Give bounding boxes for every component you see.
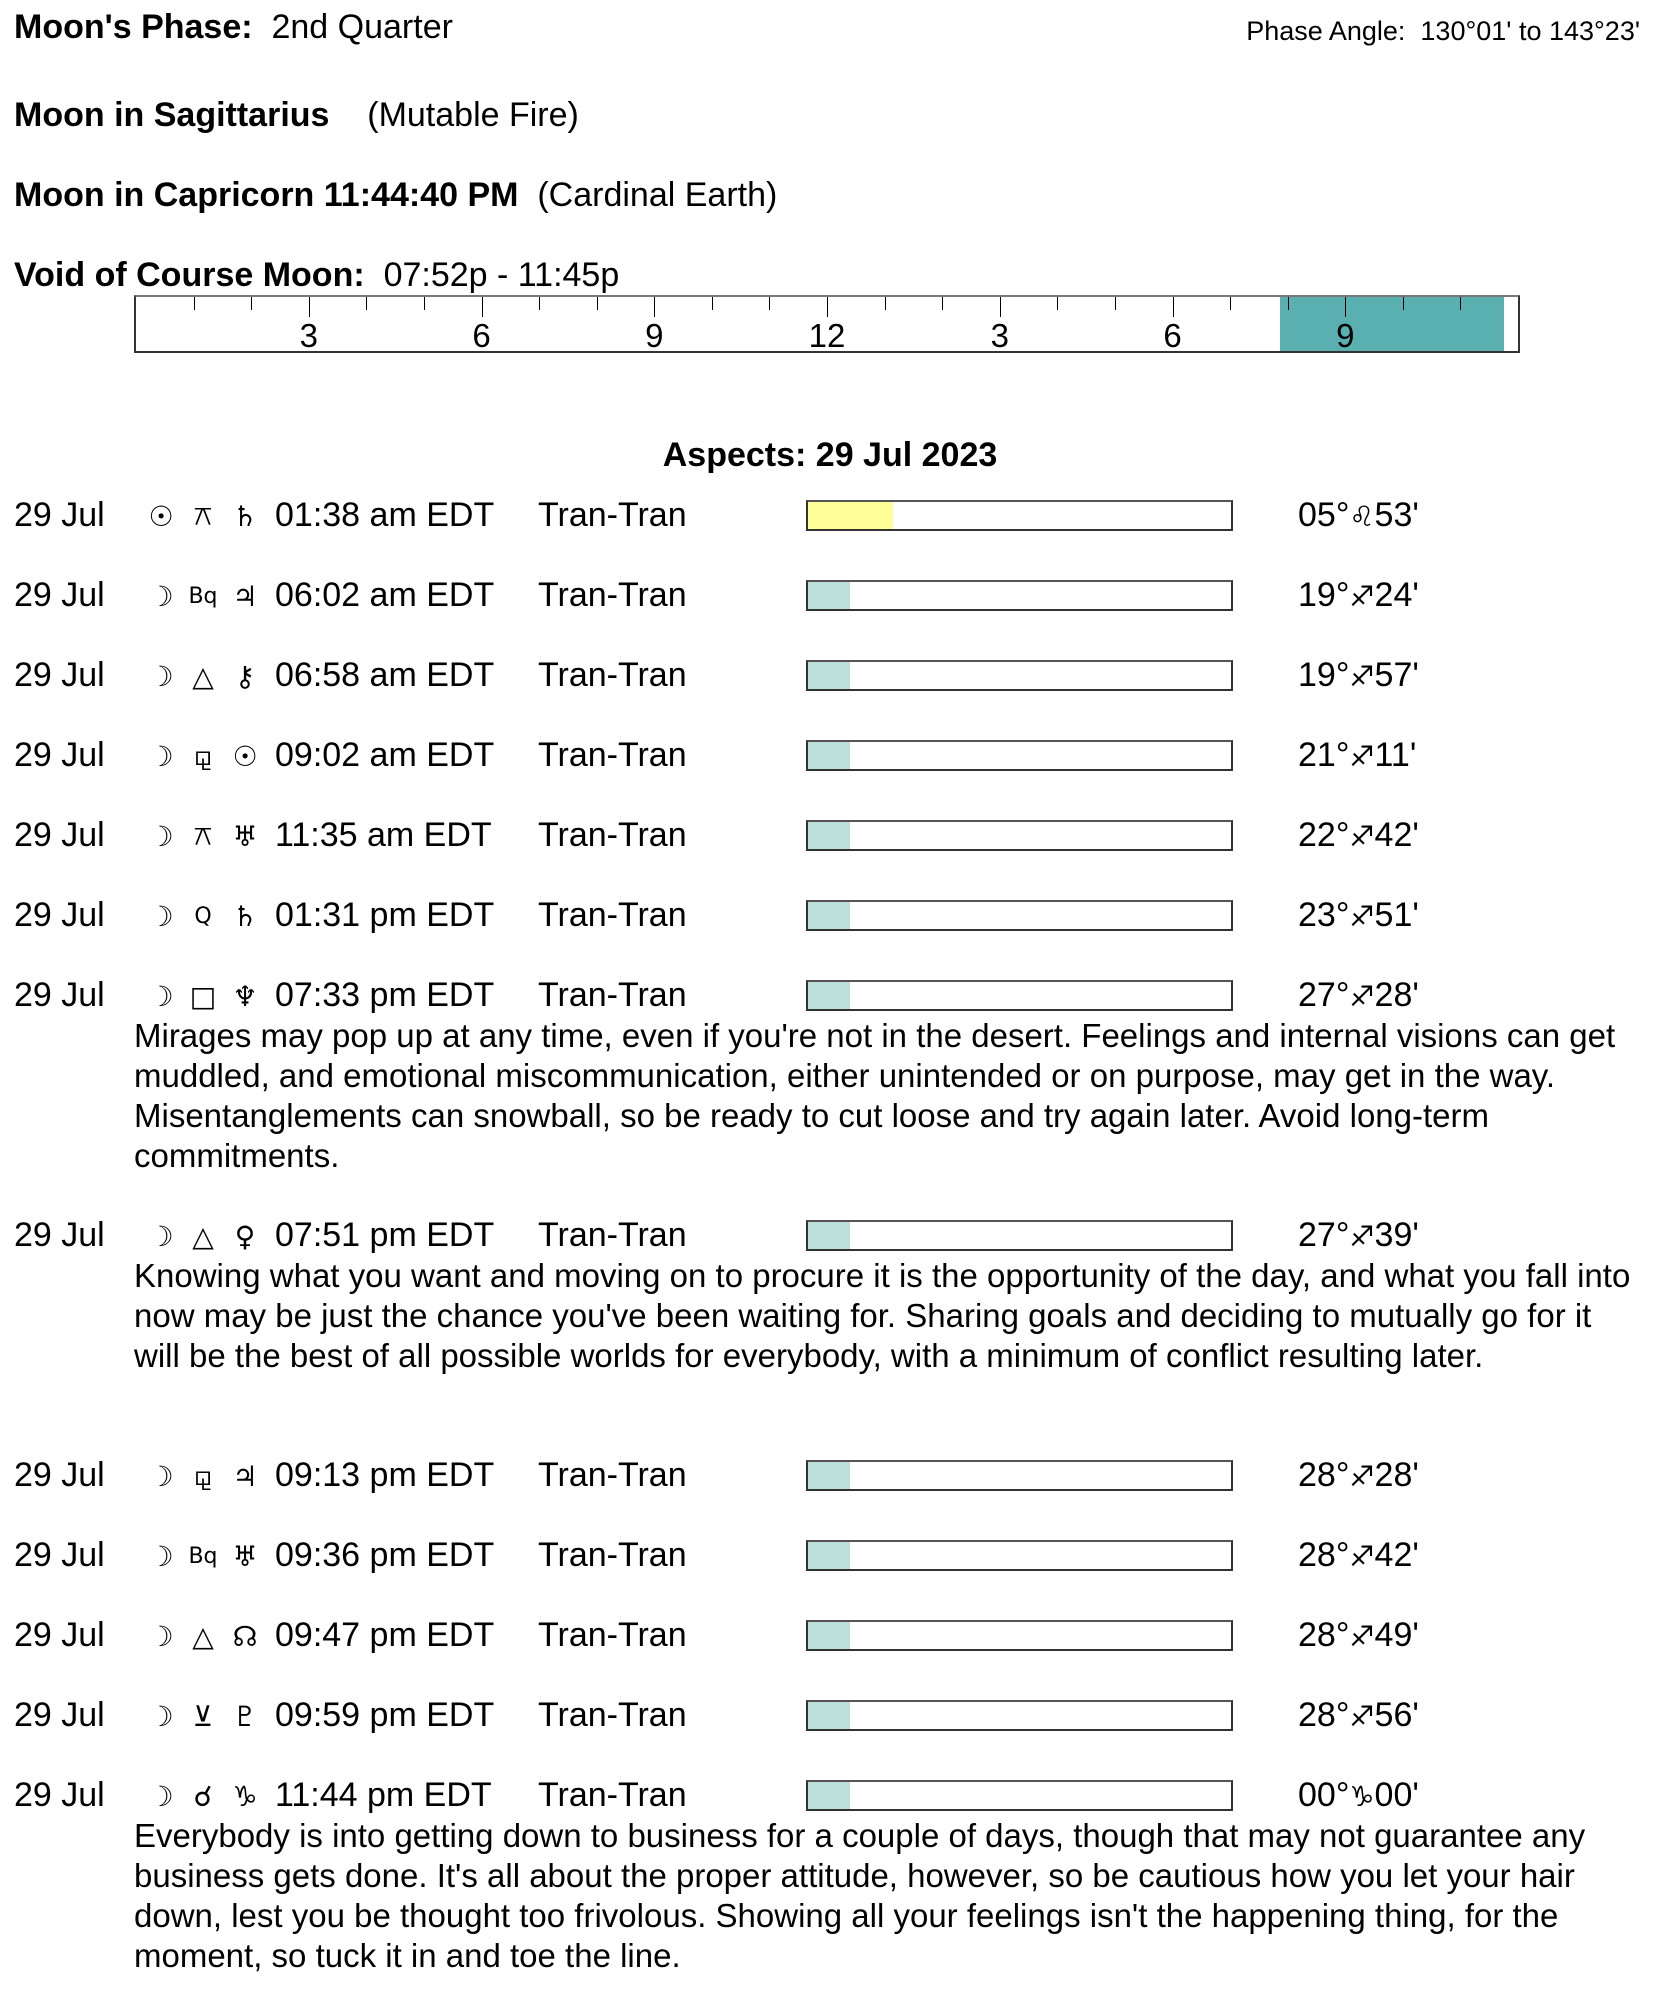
aspect-position xyxy=(1298,576,1419,615)
aspect-strength-fill xyxy=(808,502,893,529)
timeline-hour-label: 9 xyxy=(645,317,664,354)
sesquiquadrate-icon: ⚼ xyxy=(193,739,213,772)
aspect-strength-bar xyxy=(806,1540,1233,1571)
aspect-strength-bar xyxy=(806,740,1233,771)
phase-angle-value: 130°01' to 143°23' xyxy=(1420,16,1640,46)
aspect-date: 29 Jul xyxy=(14,656,105,694)
aspect-time: 09:13 pm EDT xyxy=(275,1456,495,1494)
aspect-type: Tran-Tran xyxy=(538,976,687,1014)
aspect-date: 29 Jul xyxy=(14,1696,105,1734)
aspect-row xyxy=(0,1616,1660,1656)
position-minutes: 00' xyxy=(1374,1776,1419,1814)
position-degrees: 19° xyxy=(1298,656,1350,694)
aspect-row xyxy=(0,896,1660,936)
timeline-tick xyxy=(1403,297,1404,310)
timeline-tick xyxy=(712,297,713,310)
moon-ingress-line xyxy=(14,176,777,215)
position-minutes: 11' xyxy=(1374,736,1417,774)
aspect-position xyxy=(1298,1216,1419,1255)
aspect-strength-fill xyxy=(808,742,850,769)
position-minutes: 56' xyxy=(1374,1696,1419,1734)
void-timeline xyxy=(134,295,1520,353)
aspect-strength-bar xyxy=(806,900,1233,931)
aspect-time: 06:58 am EDT xyxy=(275,656,495,694)
aspect-type: Tran-Tran xyxy=(538,1536,687,1574)
sagittarius-icon: ♐ xyxy=(1349,1460,1375,1493)
timeline-tick xyxy=(1460,297,1461,310)
aspect-type: Tran-Tran xyxy=(538,816,687,854)
aspect-date: 29 Jul xyxy=(14,976,105,1014)
aspect-strength-bar xyxy=(806,1620,1233,1651)
aspect-row xyxy=(0,1456,1660,1496)
aspect-row xyxy=(0,736,1660,776)
aspect-strength-fill xyxy=(808,662,850,689)
aspect-strength-fill xyxy=(808,1782,850,1809)
quincunx-icon: ⚻ xyxy=(193,819,213,852)
aspect-position xyxy=(1298,656,1419,695)
sagittarius-icon: ♐ xyxy=(1349,1620,1375,1653)
aspect-row xyxy=(0,1776,1660,1816)
moon-icon: ☽ xyxy=(148,1779,174,1813)
aspect-strength-bar xyxy=(806,1780,1233,1811)
aspect-glyphs xyxy=(143,1776,271,1816)
aspect-date: 29 Jul xyxy=(14,1616,105,1654)
aspect-glyphs xyxy=(143,1696,271,1736)
moon-phase-value: 2nd Quarter xyxy=(271,8,453,46)
sagittarius-icon: ♐ xyxy=(1349,820,1375,853)
aspect-type: Tran-Tran xyxy=(538,576,687,614)
sun-icon: ☉ xyxy=(232,739,258,773)
aspect-time: 11:44 pm EDT xyxy=(275,1776,492,1814)
trine-icon: △ xyxy=(192,659,214,693)
void-value: 07:52p - 11:45p xyxy=(383,256,620,294)
aspect-row xyxy=(0,1536,1660,1576)
moon-icon: ☽ xyxy=(148,659,174,693)
aspect-date: 29 Jul xyxy=(14,816,105,854)
timeline-tick xyxy=(482,297,483,317)
position-degrees: 27° xyxy=(1298,976,1350,1014)
aspect-date: 29 Jul xyxy=(14,736,105,774)
moon-icon: ☽ xyxy=(148,1219,174,1253)
position-degrees: 22° xyxy=(1298,816,1350,854)
moon-sign-line xyxy=(14,96,579,135)
aspect-time: 01:38 am EDT xyxy=(275,496,495,534)
aspect-type: Tran-Tran xyxy=(538,1616,687,1654)
position-minutes: 42' xyxy=(1374,816,1419,854)
aspect-time: 07:33 pm EDT xyxy=(275,976,495,1014)
aspect-glyphs xyxy=(143,576,271,616)
aspect-row xyxy=(0,496,1660,536)
position-minutes: 28' xyxy=(1374,1456,1419,1494)
aspect-date: 29 Jul xyxy=(14,1216,105,1254)
aspect-glyphs xyxy=(143,976,271,1016)
aspect-type: Tran-Tran xyxy=(538,896,687,934)
position-degrees: 28° xyxy=(1298,1696,1350,1734)
aspect-type: Tran-Tran xyxy=(538,1776,687,1814)
position-degrees: 00° xyxy=(1298,1776,1350,1814)
conjunction-icon: ☌ xyxy=(193,1779,213,1813)
position-minutes: 42' xyxy=(1374,1536,1419,1574)
timeline-tick xyxy=(769,297,770,310)
aspect-type: Tran-Tran xyxy=(538,656,687,694)
north-node-icon: ☊ xyxy=(232,1619,258,1653)
aspect-position xyxy=(1298,736,1416,775)
moon-icon: ☽ xyxy=(148,1619,174,1653)
aspect-position xyxy=(1298,816,1419,855)
aspect-strength-fill xyxy=(808,902,850,929)
phase-angle xyxy=(1246,16,1640,47)
aspect-position xyxy=(1298,1776,1419,1815)
timeline-tick xyxy=(1230,297,1231,310)
aspect-strength-bar xyxy=(806,1460,1233,1491)
timeline-tick xyxy=(942,297,943,310)
aspect-date: 29 Jul xyxy=(14,1536,105,1574)
moon-sign-label: Moon in Sagittarius xyxy=(14,96,330,134)
aspect-glyphs xyxy=(143,1536,271,1576)
timeline-tick xyxy=(309,297,310,317)
aspect-time: 09:02 am EDT xyxy=(275,736,495,774)
position-degrees: 28° xyxy=(1298,1456,1350,1494)
aspect-time: 11:35 am EDT xyxy=(275,816,492,854)
aspect-position xyxy=(1298,496,1419,535)
aspect-type: Tran-Tran xyxy=(538,1696,687,1734)
quintile-icon: Q xyxy=(194,903,212,929)
uranus-icon: ♅ xyxy=(232,819,258,853)
sun-icon: ☉ xyxy=(148,499,174,533)
moon-icon: ☽ xyxy=(148,739,174,773)
aspects-title: Aspects: 29 Jul 2023 xyxy=(662,436,998,474)
chiron-icon: ⚷ xyxy=(234,659,256,693)
aspect-glyphs xyxy=(143,896,271,936)
aspect-row xyxy=(0,576,1660,616)
timeline-tick xyxy=(654,297,655,317)
aspect-time: 09:36 pm EDT xyxy=(275,1536,495,1574)
timeline-tick xyxy=(424,297,425,310)
aspect-strength-fill xyxy=(808,822,850,849)
sagittarius-icon: ♐ xyxy=(1349,1540,1375,1573)
timeline-tick xyxy=(251,297,252,310)
timeline-tick xyxy=(194,297,195,310)
aspect-strength-fill xyxy=(808,1462,850,1489)
timeline-hour-label: 12 xyxy=(808,317,846,354)
aspect-row xyxy=(0,1696,1660,1736)
timeline-hour-label: 3 xyxy=(990,317,1009,354)
timeline-tick xyxy=(1345,297,1346,317)
aspect-type: Tran-Tran xyxy=(538,496,687,534)
position-degrees: 21° xyxy=(1298,736,1350,774)
aspect-type: Tran-Tran xyxy=(538,1216,687,1254)
jupiter-icon: ♃ xyxy=(232,1459,258,1493)
trine-icon: △ xyxy=(192,1219,214,1253)
biquintile-icon: Bq xyxy=(188,1543,218,1569)
moon-ingress-label: Moon in Capricorn 11:44:40 PM xyxy=(14,176,519,214)
timeline-tick xyxy=(885,297,886,310)
jupiter-icon: ♃ xyxy=(232,579,258,613)
timeline-hour-label: 9 xyxy=(1336,317,1355,354)
aspect-date: 29 Jul xyxy=(14,896,105,934)
timeline-hour-label: 3 xyxy=(299,317,318,354)
timeline-hour-label: 6 xyxy=(472,317,491,354)
aspect-glyphs xyxy=(143,656,271,696)
aspect-date: 29 Jul xyxy=(14,496,105,534)
timeline-tick xyxy=(827,297,828,317)
aspect-interpretation: Knowing what you want and moving on to procure it is the opportunity of the day, and what you fall into now may be just the chance you've been waiting for. Sharing goals and deciding to mutually go for it will be the best of all possible worlds for everybody, with a minimum of conflict resulting later. xyxy=(134,1257,1631,1374)
position-degrees: 23° xyxy=(1298,896,1350,934)
aspect-position xyxy=(1298,976,1419,1015)
moon-sign-quality: (Mutable Fire) xyxy=(367,96,579,134)
aspect-glyphs xyxy=(143,1216,271,1256)
aspect-strength-bar xyxy=(806,500,1233,531)
timeline-tick xyxy=(366,297,367,310)
aspect-interpretation: Mirages may pop up at any time, even if you're not in the desert. Feelings and internal visions can get muddled, and emotional miscommunication, either unintended or on purpose, may get in the way. Misentanglements can snowball, so be ready to cut loose and try again later. Avoid long-term commitments. xyxy=(134,1017,1616,1174)
aspect-strength-fill xyxy=(808,1702,850,1729)
position-minutes: 28' xyxy=(1374,976,1419,1014)
aspect-interpretation: Everybody is into getting down to business for a couple of days, though that may not guarantee any business gets done. It's all about the proper attitude, however, so be cautious how you let your hair down, lest you be thought too frivolous. Showing all your feelings isn't the happening thing, for the moment, so tuck it in and toe the line. xyxy=(134,1817,1586,1974)
aspect-strength-bar xyxy=(806,580,1233,611)
position-minutes: 51' xyxy=(1374,896,1419,934)
position-degrees: 19° xyxy=(1298,576,1350,614)
position-degrees: 05° xyxy=(1298,496,1350,534)
trine-icon: △ xyxy=(192,1619,214,1653)
aspect-row xyxy=(0,816,1660,856)
aspect-time: 09:59 pm EDT xyxy=(275,1696,495,1734)
neptune-icon: ♆ xyxy=(232,979,258,1013)
moon-phase-label: Moon's Phase: xyxy=(14,8,253,46)
aspect-time: 01:31 pm EDT xyxy=(275,896,495,934)
position-minutes: 24' xyxy=(1374,576,1419,614)
timeline-tick xyxy=(1115,297,1116,310)
aspect-strength-fill xyxy=(808,1222,850,1249)
quincunx-icon: ⚻ xyxy=(193,499,213,532)
aspect-strength-bar xyxy=(806,820,1233,851)
aspect-date: 29 Jul xyxy=(14,1456,105,1494)
moon-icon: ☽ xyxy=(148,819,174,853)
uranus-icon: ♅ xyxy=(232,1539,258,1573)
pluto-icon: ♇ xyxy=(232,1699,258,1733)
position-degrees: 28° xyxy=(1298,1616,1350,1654)
moon-ingress-quality: (Cardinal Earth) xyxy=(537,176,778,214)
position-minutes: 57' xyxy=(1374,656,1419,694)
timeline-tick xyxy=(1173,297,1174,317)
aspect-time: 07:51 pm EDT xyxy=(275,1216,495,1254)
aspect-time: 09:47 pm EDT xyxy=(275,1616,495,1654)
aspect-position xyxy=(1298,1536,1419,1575)
venus-icon: ♀ xyxy=(234,1219,256,1253)
aspect-date: 29 Jul xyxy=(14,576,105,614)
aspect-strength-fill xyxy=(808,982,850,1009)
aspect-strength-fill xyxy=(808,1622,850,1649)
position-minutes: 53' xyxy=(1374,496,1419,534)
aspect-position xyxy=(1298,1616,1419,1655)
timeline-tick xyxy=(1057,297,1058,310)
aspect-position xyxy=(1298,1456,1419,1495)
timeline-tick xyxy=(597,297,598,310)
moon-icon: ☽ xyxy=(148,979,174,1013)
position-degrees: 28° xyxy=(1298,1536,1350,1574)
aspect-row xyxy=(0,656,1660,696)
sagittarius-icon: ♐ xyxy=(1349,660,1375,693)
phase-angle-label: Phase Angle: xyxy=(1246,16,1406,46)
aspect-type: Tran-Tran xyxy=(538,1456,687,1494)
timeline-tick xyxy=(539,297,540,310)
aspect-type: Tran-Tran xyxy=(538,736,687,774)
position-degrees: 27° xyxy=(1298,1216,1350,1254)
timeline-tick xyxy=(1000,297,1001,317)
moon-icon: ☽ xyxy=(148,899,174,933)
aspect-position xyxy=(1298,896,1419,935)
capricorn-icon: ♑ xyxy=(1349,1780,1375,1813)
aspect-glyphs xyxy=(143,496,271,536)
moon-phase-line xyxy=(14,8,453,47)
aspect-strength-fill xyxy=(808,1542,850,1569)
void-of-course-line xyxy=(14,256,619,295)
aspect-position xyxy=(1298,1696,1419,1735)
position-minutes: 39' xyxy=(1374,1216,1419,1254)
sagittarius-icon: ♐ xyxy=(1349,740,1375,773)
aspect-row xyxy=(0,1216,1660,1256)
sagittarius-icon: ♐ xyxy=(1349,1700,1375,1733)
moon-icon: ☽ xyxy=(148,1699,174,1733)
moon-icon: ☽ xyxy=(148,1459,174,1493)
void-period-band xyxy=(1280,297,1503,351)
aspect-time: 06:02 am EDT xyxy=(275,576,495,614)
aspect-glyphs xyxy=(143,816,271,856)
moon-icon: ☽ xyxy=(148,1539,174,1573)
void-label: Void of Course Moon: xyxy=(14,256,365,294)
saturn-icon: ♄ xyxy=(232,499,258,533)
aspect-glyphs xyxy=(143,736,271,776)
timeline-hour-label: 6 xyxy=(1163,317,1182,354)
position-minutes: 49' xyxy=(1374,1616,1419,1654)
timeline-tick xyxy=(1288,297,1289,310)
biquintile-icon: Bq xyxy=(188,583,218,609)
aspect-strength-bar xyxy=(806,1220,1233,1251)
aspect-strength-bar xyxy=(806,660,1233,691)
square-icon: □ xyxy=(189,979,217,1013)
aspect-glyphs xyxy=(143,1456,271,1496)
sagittarius-icon: ♐ xyxy=(1349,900,1375,933)
semisextile-icon: ⊻ xyxy=(192,1699,214,1733)
moon-icon: ☽ xyxy=(148,579,174,613)
aspect-row xyxy=(0,976,1660,1016)
aspect-strength-bar xyxy=(806,980,1233,1011)
sesquiquadrate-icon: ⚼ xyxy=(193,1459,213,1492)
aspect-strength-fill xyxy=(808,582,850,609)
saturn-icon: ♄ xyxy=(232,899,258,933)
sagittarius-icon: ♐ xyxy=(1349,580,1375,613)
leo-icon: ♌ xyxy=(1349,500,1375,533)
sagittarius-icon: ♐ xyxy=(1349,1220,1375,1253)
aspect-strength-bar xyxy=(806,1700,1233,1731)
sagittarius-icon: ♐ xyxy=(1349,980,1375,1013)
aspect-date: 29 Jul xyxy=(14,1776,105,1814)
aspect-glyphs xyxy=(143,1616,271,1656)
capricorn-icon: ♑ xyxy=(232,1779,258,1813)
